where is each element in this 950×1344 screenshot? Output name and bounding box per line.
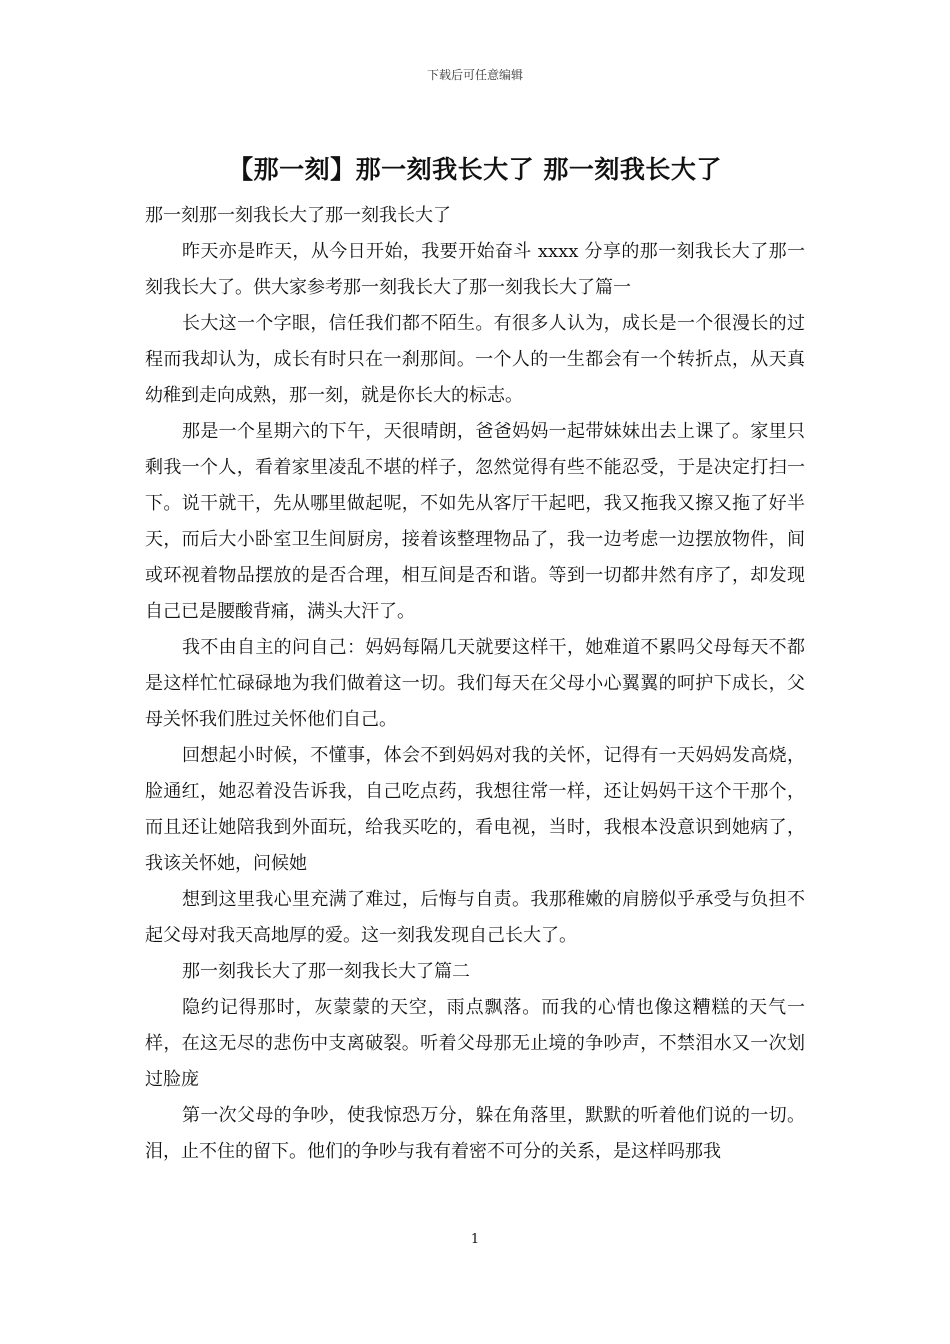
paragraph: 想到这里我心里充满了难过，后悔与自责。我那稚嫩的肩膀似乎承受与负担不起父母对我天高地厚的爱。这一刻我发现自己长大了。 (145, 889, 805, 946)
paragraph: 昨天亦是昨天，从今日开始，我要开始奋斗 xxxx 分享的那一刻我长大了那一刻我长大了。供大家参考那一刻我长大了那一刻我长大了篇一 (145, 241, 805, 298)
document-title: 【那一刻】那一刻我长大了 那一刻我长大了 (228, 155, 722, 184)
document-body (145, 198, 805, 1170)
paragraph-subtitle: 那一刻那一刻我长大了那一刻我长大了 (145, 205, 451, 226)
paragraph: 隐约记得那时，灰蒙蒙的天空，雨点飘落。而我的心情也像这糟糕的天气一样，在这无尽的悲伤中支离破裂。听着父母那无止境的争吵声，不禁泪水又一次划过脸庞 (145, 997, 805, 1090)
paragraph: 那是一个星期六的下午，天很晴朗，爸爸妈妈一起带妹妹出去上课了。家里只剩我一个人，看着家里凌乱不堪的样子，忽然觉得有些不能忍受，于是决定打扫一下。说干就干，先从哪里做起呢，不如先从客厅干起吧，我又拖我又擦又拖了好半天，而后大小卧室卫生间厨房，接着该整理物品了，我一边考虑一边摆放物件，间或环视着物品摆放的是否合理，相互间是否和谐。等到一切都井然有序了，却发现自己已是腰酸背痛，满头大汗了。 (145, 421, 805, 622)
paragraph: 我不由自主的问自己：妈妈每隔几天就要这样干，她难道不累吗父母每天不都是这样忙忙碌碌地为我们做着这一切。我们每天在父母小心翼翼的呵护下成长，父母关怀我们胜过关怀他们自己。 (145, 637, 805, 730)
paragraph: 长大这一个字眼，信任我们都不陌生。有很多人认为，成长是一个很漫长的过程而我却认为，成长有时只在一刹那间。一个人的一生都会有一个转折点，从天真幼稚到走向成熟，那一刻，就是你长大的标志。 (145, 313, 805, 406)
paragraph: 第一次父母的争吵，使我惊恐万分，躲在角落里，默默的听着他们说的一切。泪，止不住的留下。他们的争吵与我有着密不可分的关系，是这样吗那我 (145, 1105, 805, 1162)
header-note: 下载后可任意编辑 (426, 68, 523, 82)
page-number: 1 (470, 1232, 480, 1247)
section-heading: 那一刻我长大了那一刻我长大了篇二 (182, 961, 470, 982)
paragraph: 回想起小时候，不懂事，体会不到妈妈对我的关怀，记得有一天妈妈发高烧，脸通红，她忍着没告诉我，自己吃点药，我想往常一样，还让妈妈干这个干那个，而且还让她陪我到外面玩，给我买吃的，看电视，当时，我根本没意识到她病了，我该关怀她，问候她 (145, 745, 805, 874)
